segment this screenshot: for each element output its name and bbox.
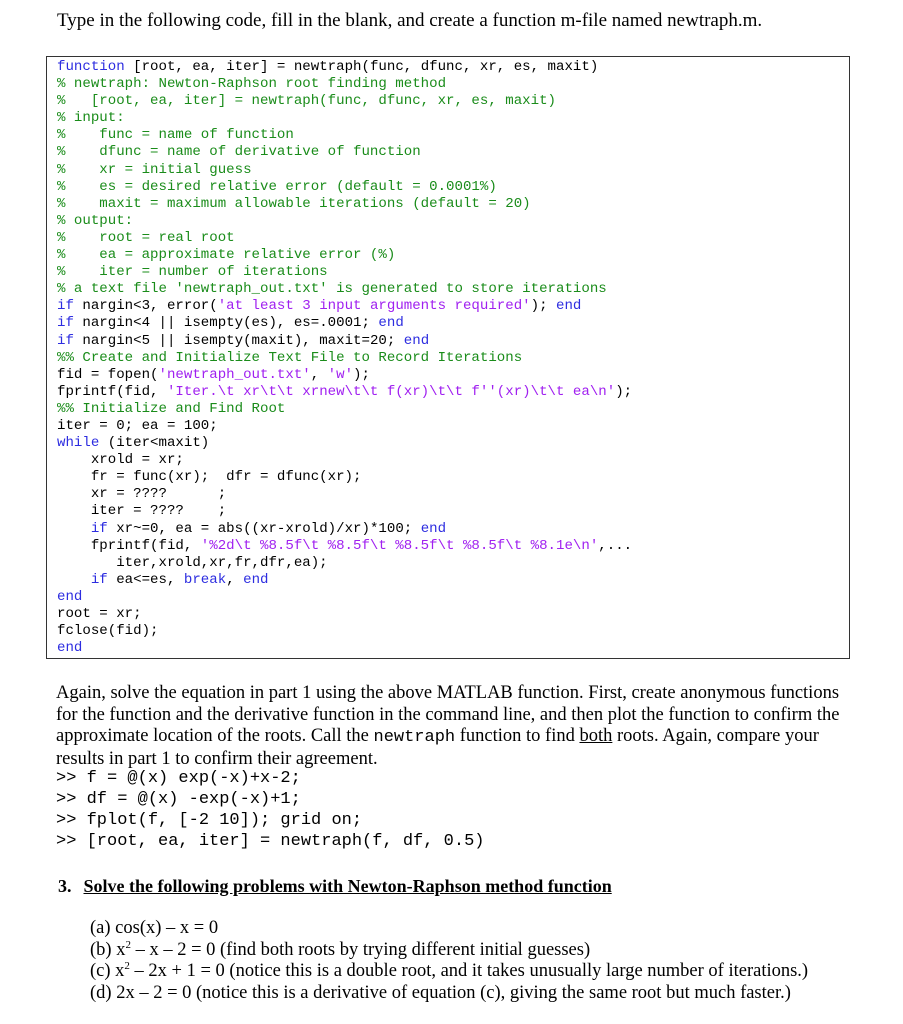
code-token: if — [90, 571, 108, 588]
code-token: end — [556, 298, 582, 315]
code-token: ); — [530, 298, 557, 315]
problem-text: (c) x — [90, 961, 125, 981]
exponent: 2 — [125, 938, 131, 951]
code-token: % output: — [57, 212, 134, 229]
code-token: iter = 0; ea = 100; — [57, 417, 218, 434]
code-token: xrold = xr; — [57, 452, 184, 469]
code-line — [57, 127, 632, 144]
code-token: % dfunc = name of derivative of function — [57, 144, 421, 161]
code-token: '%2d\t %8.5f\t %8.5f\t %8.5f\t %8.5f\t %8.1e\n' — [200, 537, 599, 554]
code-line — [57, 623, 632, 640]
problem-text: (a) cos(x) – x = 0 — [90, 918, 219, 938]
code-token — [57, 521, 91, 537]
code-line — [57, 367, 632, 384]
code-line — [57, 247, 632, 264]
code-token: 'at least 3 input arguments required' — [217, 298, 531, 315]
code-token: nargin<5 || isempty(maxit), maxit=20; — [73, 332, 404, 349]
code-line — [57, 333, 632, 350]
code-token: if — [90, 520, 108, 537]
code-line — [57, 264, 632, 281]
code-token: end — [420, 520, 447, 537]
code-token: end — [243, 571, 269, 588]
code-token: break — [183, 571, 227, 588]
problem-text: (d) 2x – 2 = 0 (notice this is a derivative of equation (c), giving the same root but much faster.) — [90, 982, 791, 1003]
section-title: Solve the following problems with Newton-Raphson method function — [83, 876, 612, 896]
code-token: fid = fopen( — [57, 366, 159, 383]
code-line — [57, 315, 632, 332]
code-line — [57, 110, 632, 127]
command-line: >> f = @(x) exp(-x)+x-2; — [56, 769, 301, 788]
code-line — [57, 503, 632, 520]
code-token: end — [57, 588, 83, 605]
code-token: fprintf(fid, — [57, 537, 201, 554]
code-line — [57, 59, 632, 76]
code-token: xr~=0, ea = abs((xr-xrold)/xr)*100; — [107, 520, 421, 537]
code-token: end — [403, 332, 430, 349]
code-line — [57, 76, 632, 93]
code-token: 'w' — [327, 366, 354, 383]
code-token: % iter = number of iterations — [57, 264, 328, 281]
code-line — [57, 486, 632, 503]
code-token: if — [57, 315, 74, 332]
command-line: >> fplot(f, [-2 10]); grid on; — [56, 811, 363, 830]
code-token: , — [310, 366, 328, 383]
code-token: % es = desired relative error (default = 0.0001%) — [57, 178, 497, 195]
code-line — [57, 350, 632, 367]
code-line — [57, 93, 632, 110]
problem-text: – x – 2 = 0 (find both roots by trying different initial guesses) — [130, 939, 591, 960]
code-token: % [root, ea, iter] = newtraph(func, dfunc, xr, es, maxit) — [57, 93, 556, 110]
code-token: iter = ???? ; — [57, 503, 227, 520]
code-token: xr = ???? ; — [57, 486, 227, 503]
code-line — [57, 538, 632, 555]
code-token: 'newtraph_out.txt' — [158, 366, 311, 383]
instruction-text: Type in the following code, fill in the blank, and create a function m-file named newtraph.m. — [57, 10, 763, 31]
code-token: 'Iter.\t xr\t\t xrnew\t\t f(xr)\t\t f''(xr)\t\t ea\n' — [166, 383, 616, 400]
code-token: while — [57, 435, 100, 452]
code-line — [57, 640, 632, 657]
code-token: fr = func(xr); dfr = dfunc(xr); — [57, 469, 362, 486]
underlined-word: both — [579, 726, 613, 746]
problem-item — [90, 940, 808, 962]
code-token: % newtraph: Newton-Raphson root finding method — [57, 76, 447, 93]
code-token: iter,xrold,xr,fr,dfr,ea); — [57, 554, 328, 571]
problem-text: (b) x — [90, 939, 126, 960]
code-line — [57, 589, 632, 606]
code-listing — [57, 59, 632, 657]
problem-item — [90, 918, 808, 940]
problem-item — [90, 983, 808, 1005]
code-token: %% Initialize and Find Root — [57, 400, 286, 417]
code-line — [57, 213, 632, 230]
code-line — [57, 418, 632, 435]
code-token: root = xr; — [57, 606, 142, 622]
code-token: % func = name of function — [57, 127, 294, 144]
code-token: fprintf(fid, — [57, 383, 167, 400]
code-token: % xr = initial guess — [57, 161, 252, 178]
code-line — [57, 521, 632, 538]
exponent: 2 — [124, 960, 130, 972]
paragraph-text-3: roots. Again, compare your results in part 1 to confirm their agreement. — [56, 726, 819, 769]
problem-item — [90, 961, 808, 983]
code-line — [57, 179, 632, 196]
code-token: [root, ea, iter] = newtraph(func, dfunc, xr, es, maxit) — [124, 59, 599, 75]
code-token: nargin<4 || isempty(es), es=.0001; — [73, 315, 379, 332]
code-token: % root = real root — [57, 229, 235, 246]
code-line — [57, 298, 632, 315]
code-token: function — [57, 59, 125, 75]
code-token: % ea = approximate relative error (%) — [57, 247, 396, 264]
code-token: % a text file 'newtraph_out.txt' is generated to store iterations — [57, 281, 607, 298]
section-heading — [58, 876, 612, 897]
code-token: , — [226, 571, 244, 588]
code-token: end — [57, 640, 83, 657]
code-line — [57, 555, 632, 572]
code-token: % input: — [57, 110, 125, 127]
code-token — [57, 572, 91, 588]
code-listing-box — [46, 56, 850, 659]
code-token: % maxit = maximum allowable iterations (default = 20) — [57, 195, 531, 212]
code-token: fclose(fid); — [57, 623, 159, 640]
code-line — [57, 606, 632, 623]
instruction-paragraph — [56, 683, 856, 770]
code-token: end — [378, 315, 404, 332]
code-token: %% Create and Initialize Text File to Record Iterations — [57, 349, 523, 366]
code-token: ,... — [598, 537, 633, 554]
function-name: newtraph — [373, 728, 456, 747]
code-token: ea<=es, — [107, 571, 184, 588]
code-token: ); — [615, 383, 633, 400]
code-line — [57, 401, 632, 418]
code-line — [57, 572, 632, 589]
code-line — [57, 144, 632, 161]
code-line — [57, 452, 632, 469]
code-line — [57, 162, 632, 179]
code-token: nargin<3, error( — [73, 298, 218, 315]
code-line — [57, 469, 632, 486]
code-token: if — [57, 332, 74, 349]
code-token: (iter<maxit) — [99, 435, 210, 452]
code-token: ); — [353, 366, 370, 383]
section-number: 3. — [58, 876, 72, 896]
code-line — [57, 196, 632, 213]
code-token: if — [57, 298, 74, 315]
paragraph-text-2: function to find — [455, 726, 580, 746]
code-line — [57, 281, 632, 298]
command-line: >> [root, ea, iter] = newtraph(f, df, 0.5) — [56, 832, 485, 851]
paragraph-text-1: Again, solve the equation in part 1 using the above MATLAB function. First, create anonymous functions for the function and the derivative function in the command line, and then plot the function to confirm the approximate location of the roots. Call the — [56, 683, 840, 746]
code-line — [57, 435, 632, 452]
code-line — [57, 230, 632, 247]
problem-list — [90, 918, 808, 1004]
command-line-block — [56, 768, 484, 852]
code-line — [57, 384, 632, 401]
command-line: >> df = @(x) -exp(-x)+1; — [56, 790, 301, 809]
problem-text: – 2x + 1 = 0 (notice this is a double root, and it takes unusually large number of iterations.) — [129, 961, 809, 981]
